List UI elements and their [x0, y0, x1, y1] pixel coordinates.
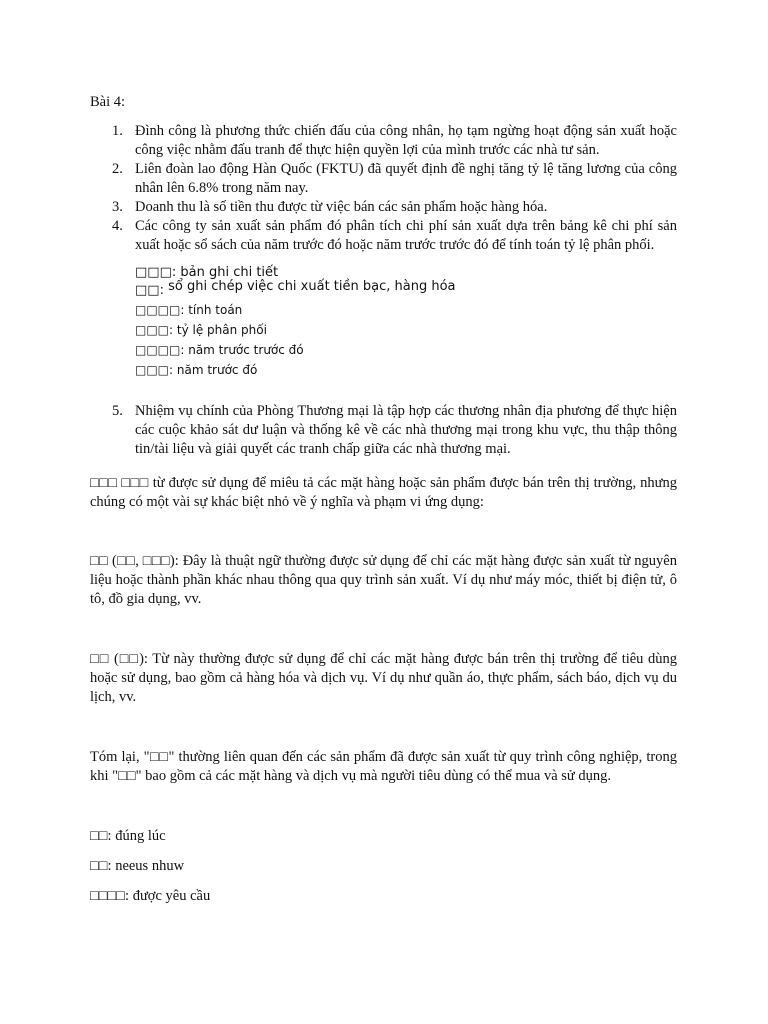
glossary-meaning: năm trước trước đó [188, 343, 304, 357]
vocab-meaning: đúng lúc [115, 828, 166, 844]
list-item [90, 217, 677, 255]
definition-paragraph-2: □□ (□□): Từ này thường được sử dụng để chỉ các mặt hàng được bán trên thị trường để tiêu dùng hoặc sử dụng, bao gồm cả hàng hóa và dịch vụ. Ví dụ như quần áo, thực phẩm, sách báo, dịch vụ du lịch, vv. [90, 651, 677, 705]
list-item [90, 402, 677, 459]
glossary-entry: □□□: năm trước đó [135, 363, 258, 377]
vocab-term: □□□□ [90, 888, 126, 904]
sentence-list-continued [90, 402, 677, 459]
item-number: 3. [112, 199, 123, 215]
list-item [90, 160, 677, 198]
glossary-meaning: tỷ lệ phân phối [176, 323, 267, 337]
item-number: 2. [112, 161, 123, 177]
vocab-meaning: neeus nhuw [115, 858, 185, 874]
vocab-entry: □□□□: được yêu cầu [90, 888, 211, 904]
glossary-entry: □□: sổ ghi chép việc chi xuất tiền bạc, hàng hóa [135, 279, 456, 298]
glossary-meaning: tính toán [188, 303, 243, 317]
item-text: Đình công là phương thức chiến đấu của công nhân, họ tạm ngừng hoạt động sản xuất hoặc công việc nhằm đấu tranh để thực hiện quyền lợi của mình trước các nhà tư sản. [135, 123, 677, 158]
item-text: Nhiệm vụ chính của Phòng Thương mại là tập hợp các thương nhân địa phương để thực hiện các cuộc khảo sát dư luận và thống kê về các nhà thương mại trong khu vực, thu thập thông tin/tài liệu và giải quyết các tranh chấp giữa các nhà thương mại. [135, 403, 677, 457]
sentence-list [90, 122, 677, 255]
list-item [90, 198, 677, 217]
glossary-meaning: sổ ghi chép việc chi xuất tiền bạc, hàng hóa [168, 279, 456, 294]
glossary-term: □□□ [135, 363, 170, 377]
glossary-entry: □□□□: năm trước trước đó [135, 343, 304, 357]
glossary [135, 264, 675, 380]
definition-paragraph-1: □□ (□□, □□□): Đây là thuật ngữ thường được sử dụng để chỉ các mặt hàng được sản xuất từ nguyên liệu hoặc thành phần khác nhau thông qua quy trình sản xuất. Ví dụ như máy móc, thiết bị điện tử, ô tô, đồ gia dụng, vv. [90, 553, 677, 607]
intro-paragraph: □□□ □□□ từ được sử dụng để miêu tả các mặt hàng hoặc sản phẩm được bán trên thị trường, nhưng chúng có một vài sự khác biệt nhỏ về ý nghĩa và phạm vi ứng dụng: [90, 475, 677, 510]
glossary-term: □□□□ [135, 343, 181, 357]
item-number: 4. [112, 218, 123, 234]
vocab-entry: □□: đúng lúc [90, 828, 166, 844]
glossary-entry: □□□: bản ghi chi tiết [135, 265, 279, 280]
list-item [90, 122, 677, 160]
item-number: 1. [112, 123, 123, 139]
exercise-title: Bài 4: [90, 94, 126, 110]
glossary-term: □□□ [135, 265, 172, 280]
vocab-meaning: được yêu cầu [132, 888, 211, 904]
vocab-entry: □□: neeus nhuw [90, 858, 185, 874]
glossary-term: □□ [135, 283, 160, 298]
summary-paragraph: Tóm lại, "□□" thường liên quan đến các sản phẩm đã được sản xuất từ quy trình công nghiệp, trong khi "□□" bao gồm cả các mặt hàng và dịch vụ mà người tiêu dùng có thể mua và sử dụng. [90, 749, 677, 784]
item-text: Liên đoàn lao động Hàn Quốc (FKTU) đã quyết định đề nghị tăng tỷ lệ tăng lương của công nhân lên 6.8% trong năm nay. [135, 161, 677, 196]
item-text: Doanh thu là số tiền thu được từ việc bán các sản phẩm hoặc hàng hóa. [135, 199, 548, 215]
vocab-term: □□ [90, 828, 108, 844]
glossary-entry: □□□□: tính toán [135, 303, 243, 317]
glossary-meaning: năm trước đó [176, 363, 258, 377]
vocab-term: □□ [90, 858, 108, 874]
glossary-term: □□□ [135, 323, 170, 337]
glossary-term: □□□□ [135, 303, 181, 317]
item-text: Các công ty sản xuất sản phẩm đó phân tích chi phí sản xuất dựa trên bảng kê chi phí sản xuất hoặc sổ sách của năm trước đó hoặc năm trước trước đó để tính toán tỷ lệ phân phối. [135, 218, 677, 253]
glossary-meaning: bản ghi chi tiết [180, 265, 279, 280]
glossary-entry: □□□: tỷ lệ phân phối [135, 323, 267, 337]
item-number: 5. [112, 403, 123, 419]
